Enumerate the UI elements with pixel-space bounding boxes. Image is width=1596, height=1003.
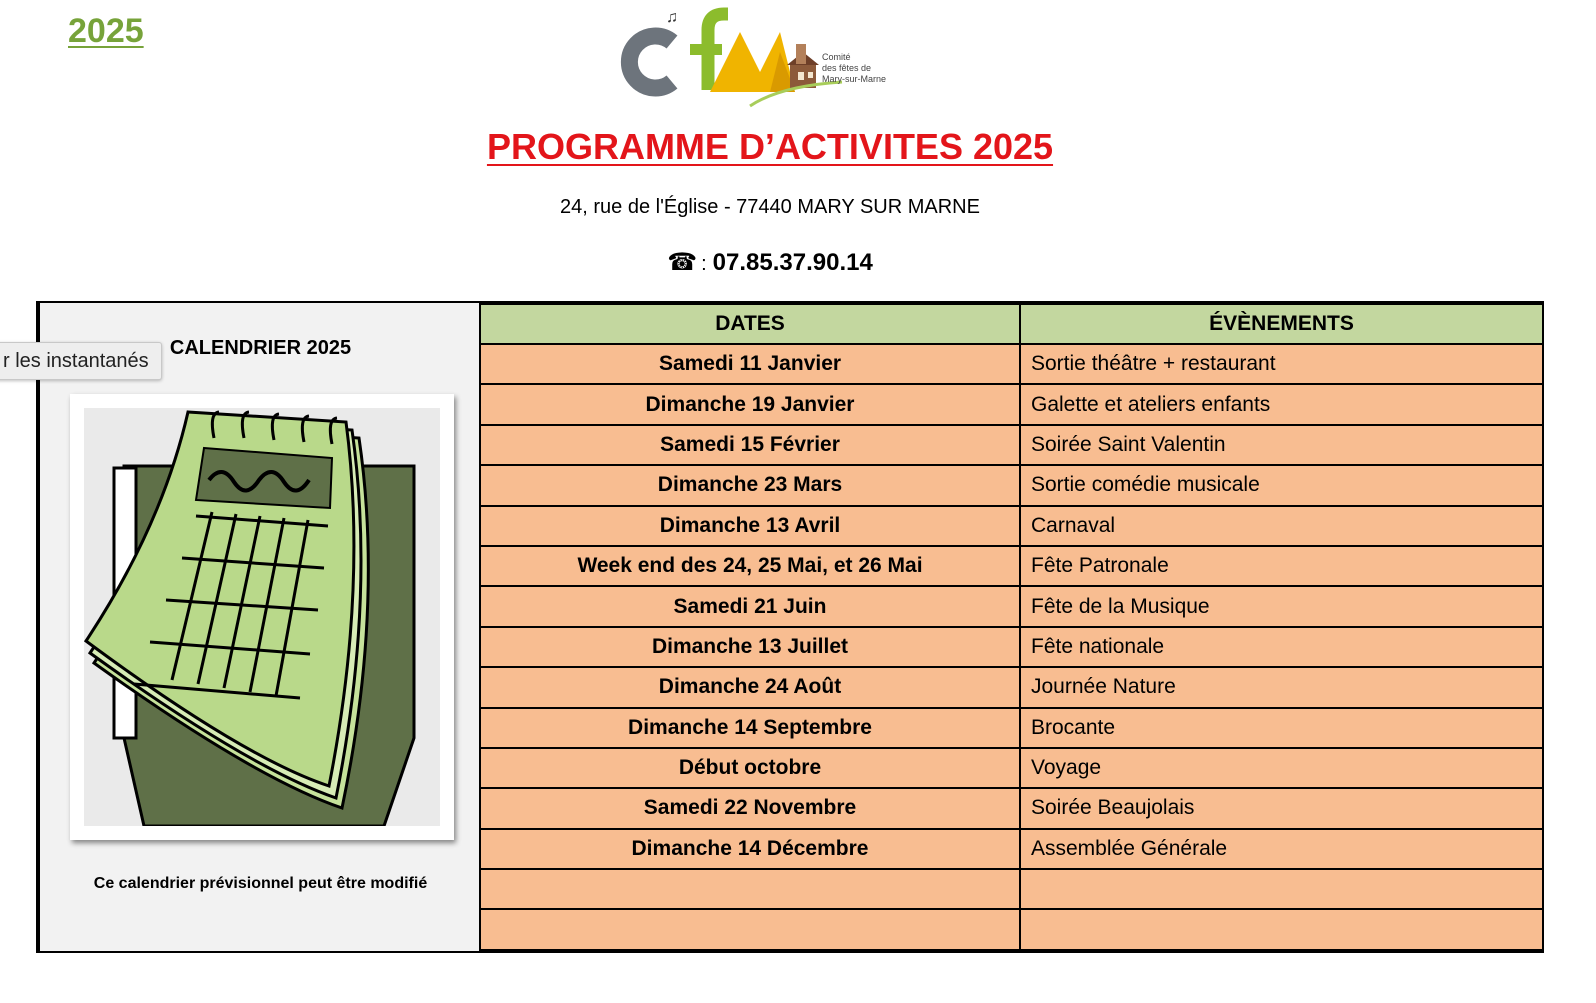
calendar-panel — [38, 303, 479, 951]
table-row — [480, 829, 1543, 869]
event-date: Début octobre — [480, 748, 1020, 788]
logo-text-line-1: Comité — [822, 52, 851, 62]
event-date — [480, 869, 1020, 909]
event-date: Samedi 11 Janvier — [480, 344, 1020, 384]
table-row — [480, 869, 1543, 909]
phone-line — [0, 248, 1540, 277]
event-name: Fête nationale — [1020, 627, 1543, 667]
event-date: Dimanche 13 Avril — [480, 506, 1020, 546]
header-dates: DATES — [480, 304, 1020, 344]
event-date: Dimanche 19 Janvier — [480, 384, 1020, 424]
year-link[interactable]: 2025 — [68, 12, 144, 50]
calendar-heading: CALENDRIER 2025 — [169, 337, 352, 359]
event-date: Dimanche 14 Décembre — [480, 829, 1020, 869]
svg-text:♫: ♫ — [666, 9, 678, 26]
header-events: ÉVÈNEMENTS — [1020, 304, 1543, 344]
table-row — [480, 586, 1543, 626]
event-name: Soirée Saint Valentin — [1020, 425, 1543, 465]
table-row — [480, 425, 1543, 465]
event-name: Brocante — [1020, 708, 1543, 748]
calendar-note: Ce calendrier prévisionnel peut être modifié — [93, 875, 428, 892]
event-name: Fête de la Musique — [1020, 586, 1543, 626]
event-name: Journée Nature — [1020, 667, 1543, 707]
events-table — [479, 303, 1544, 951]
cfm-logo — [610, 2, 920, 114]
event-name — [1020, 909, 1543, 950]
event-date: Dimanche 13 Juillet — [480, 627, 1020, 667]
address: 24, rue de l'Église - 77440 MARY SUR MARNE — [560, 196, 980, 218]
table-row — [480, 708, 1543, 748]
event-date: Dimanche 23 Mars — [480, 465, 1020, 505]
table-row — [480, 465, 1543, 505]
event-name: Sortie comédie musicale — [1020, 465, 1543, 505]
logo-text-line-3: Mary-sur-Marne — [822, 74, 887, 84]
event-name — [1020, 869, 1543, 909]
event-name: Sortie théâtre + restaurant — [1020, 344, 1543, 384]
event-date: Dimanche 24 Août — [480, 667, 1020, 707]
event-date: Week end des 24, 25 Mai, et 26 Mai — [480, 546, 1020, 586]
table-header-row — [480, 304, 1543, 344]
event-date: Samedi 22 Novembre — [480, 788, 1020, 828]
table-row — [480, 909, 1543, 950]
table-row — [480, 748, 1543, 788]
table-row — [480, 546, 1543, 586]
event-date — [480, 909, 1020, 950]
table-row — [480, 506, 1543, 546]
phone-separator: : — [701, 253, 707, 275]
table-row — [480, 667, 1543, 707]
event-name: Carnaval — [1020, 506, 1543, 546]
table-row — [480, 384, 1543, 424]
event-date: Samedi 21 Juin — [480, 586, 1020, 626]
event-date: Samedi 15 Février — [480, 425, 1020, 465]
table-row — [480, 788, 1543, 828]
event-name: Assemblée Générale — [1020, 829, 1543, 869]
calendar-illustration — [70, 394, 454, 840]
phone-icon: ☎ — [667, 249, 698, 276]
table-row — [480, 344, 1543, 384]
calendar-icon — [84, 408, 440, 826]
page-title: PROGRAMME D’ACTIVITES 2025 — [486, 126, 1054, 167]
snapshot-tooltip: r les instantanés — [0, 342, 162, 380]
logo-text-line-2: des fêtes de — [822, 63, 872, 73]
event-name: Voyage — [1020, 748, 1543, 788]
table-row — [480, 627, 1543, 667]
programme-frame — [36, 301, 1544, 953]
event-name: Galette et ateliers enfants — [1020, 384, 1543, 424]
event-name: Fête Patronale — [1020, 546, 1543, 586]
phone-number: 07.85.37.90.14 — [712, 249, 873, 276]
event-name: Soirée Beaujolais — [1020, 788, 1543, 828]
event-date: Dimanche 14 Septembre — [480, 708, 1020, 748]
